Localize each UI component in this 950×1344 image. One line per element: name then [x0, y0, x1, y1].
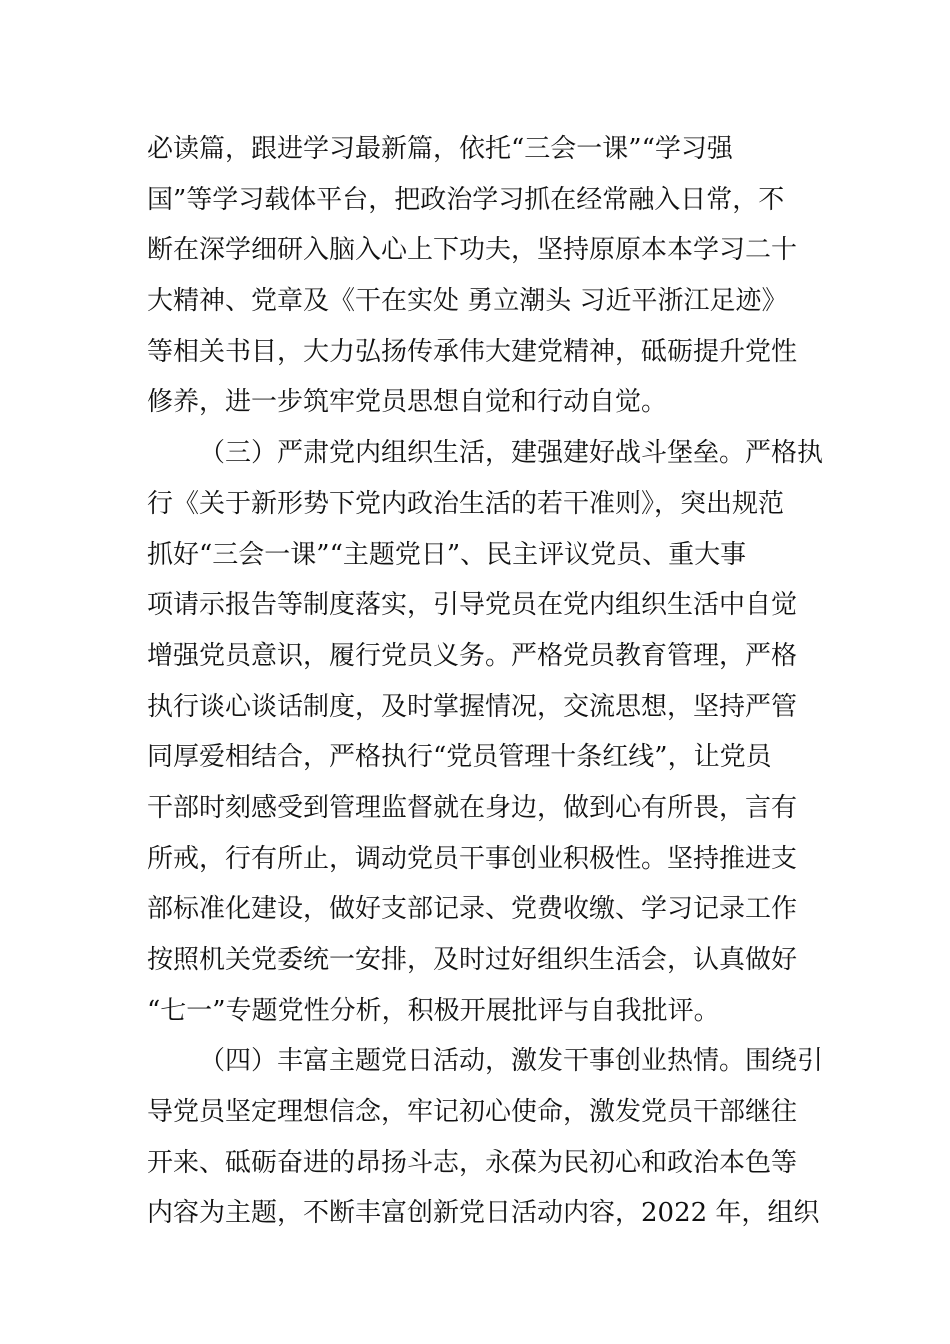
text-line: 按照机关党委统一安排，及时过好组织生活会，认真做好 — [147, 945, 798, 975]
text-line: 必读篇，跟进学习最新篇，依托“三会一课”“学习强 — [147, 134, 733, 164]
paragraph-start-line: （四）丰富主题党日活动，激发干事创业热情。围绕引 — [199, 1046, 824, 1077]
text-line: 等相关书目，大力弘扬传承伟大建党精神，砥砺提升党性 — [147, 336, 798, 367]
text-line: 抓好“三会一课”“主题党日”、民主评议党员、重大事 — [147, 539, 747, 570]
text-line: 干部时刻感受到管理监督就在身边，做到心有所畏，言有 — [147, 792, 798, 823]
document-body — [147, 124, 824, 1239]
text-line: 行《关于新形势下党内政治生活的若干准则》，突出规范 — [147, 488, 785, 519]
text-line: 同厚爱相结合，严格执行“党员管理十条红线”，让党员 — [147, 742, 772, 773]
text-line: “七一”专题党性分析，积极开展批评与自我批评。 — [147, 995, 720, 1026]
text-line: 增强党员意识，履行党员义务。严格党员教育管理，严格 — [147, 640, 798, 671]
paragraph-start-line: （三）严肃党内组织生活，建强建好战斗堡垒。严格执 — [199, 438, 824, 469]
text-line: 国”等学习载体平台，把政治学习抓在经常融入日常，不 — [147, 184, 785, 215]
text-line: 所戒，行有所止，调动党员干事创业积极性。坚持推进支 — [147, 843, 798, 874]
text-line: 导党员坚定理想信念，牢记初心使命，激发党员干部继往 — [147, 1097, 798, 1128]
text-line: 执行谈心谈话制度，及时掌握情况，交流思想，坚持严管 — [147, 691, 798, 722]
text-line: 项请示报告等制度落实，引导党员在党内组织生活中自觉 — [147, 590, 798, 621]
text-line: 修养，进一步筑牢党员思想自觉和行动自觉。 — [147, 387, 668, 418]
text-line: 内容为主题，不断丰富创新党日活动内容，2022 年，组织 — [147, 1198, 820, 1229]
text-line: 大精神、党章及《干在实处 勇立潮头 习近平浙江足迹》 — [147, 286, 788, 317]
text-line: 断在深学细研入脑入心上下功夫，坚持原原本本学习二十 — [147, 235, 798, 266]
text-line: 开来、砥砺奋进的昂扬斗志，永葆为民初心和政治本色等 — [147, 1147, 798, 1178]
text-line: 部标准化建设，做好支部记录、党费收缴、学习记录工作 — [147, 894, 798, 925]
